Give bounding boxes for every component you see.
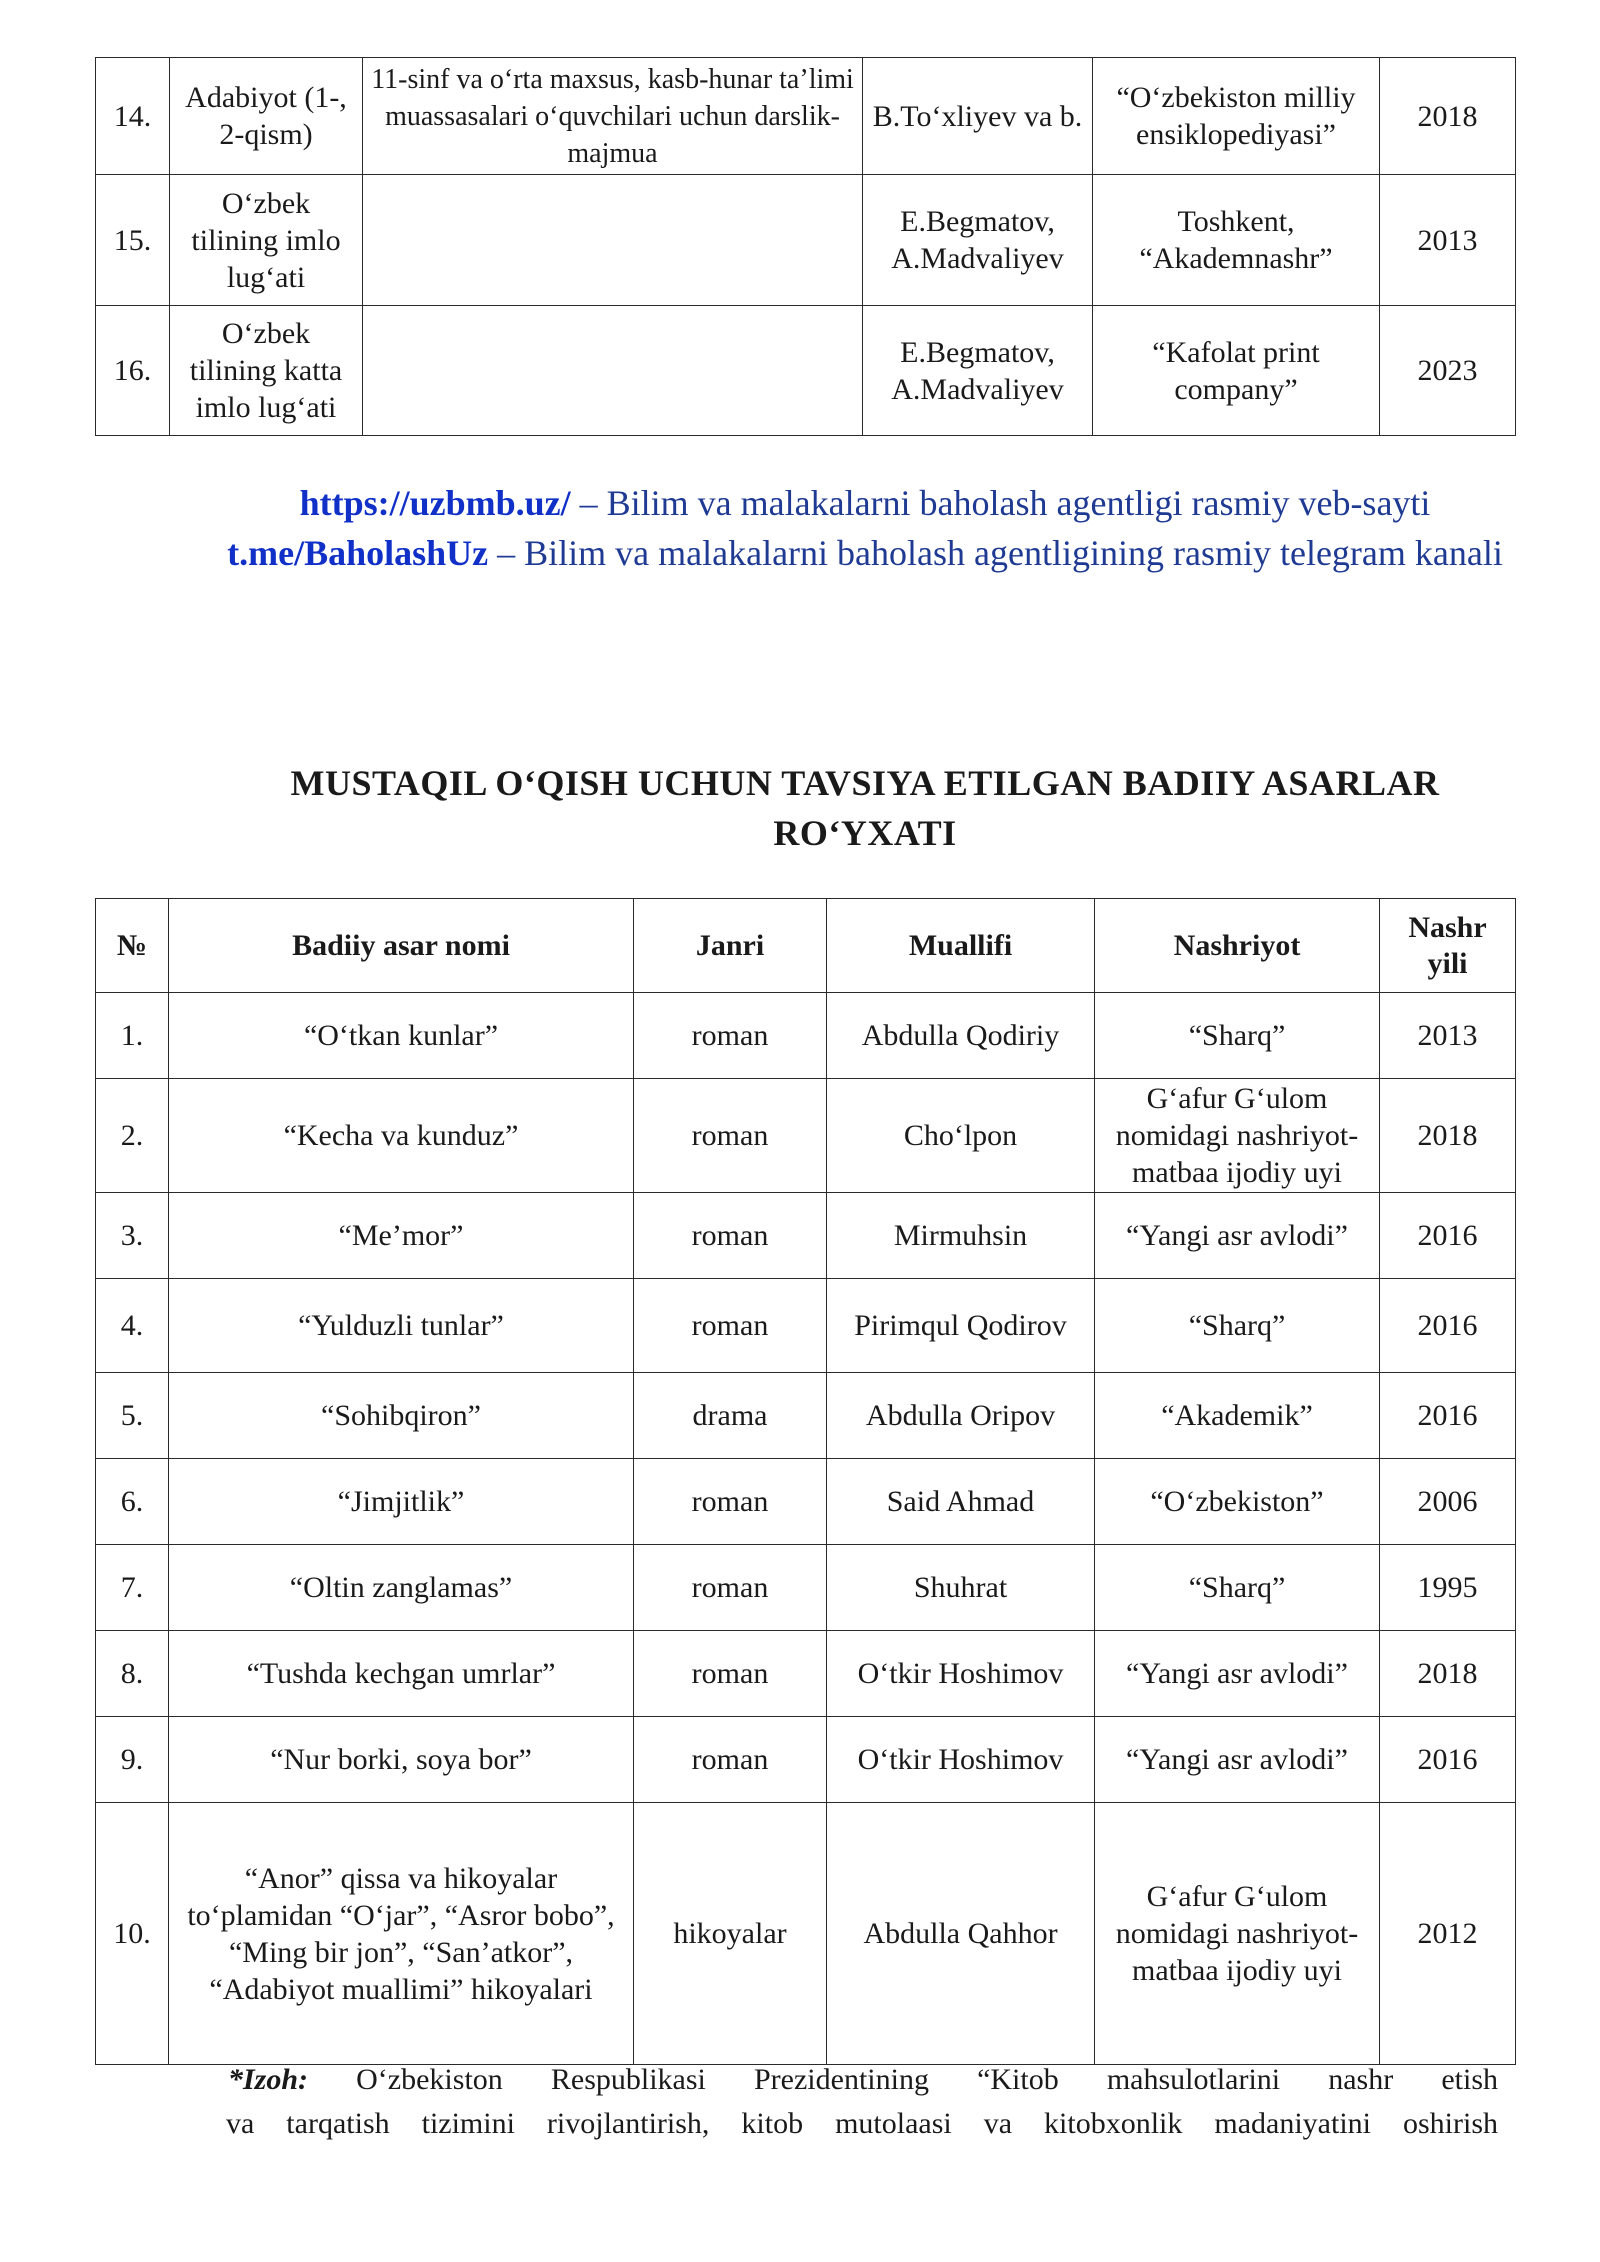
book-author: O‘tkir Hoshimov: [827, 1631, 1095, 1717]
book-year: 2006: [1380, 1459, 1516, 1545]
telegram-link[interactable]: t.me/BaholashUz: [227, 533, 489, 573]
footnote-line-1: [228, 2058, 1498, 2102]
row-number: 7.: [96, 1545, 169, 1631]
official-links: [160, 478, 1570, 578]
book-author: O‘tkir Hoshimov: [827, 1717, 1095, 1803]
book-author: Pirimqul Qodirov: [827, 1279, 1095, 1373]
footnote: [228, 2058, 1498, 2146]
book-title: O‘zbek tilining imlo lug‘ati: [170, 175, 363, 306]
book-title: O‘zbek tilining katta imlo lug‘ati: [170, 306, 363, 436]
row-number: 1.: [96, 993, 169, 1079]
table-row: [96, 58, 1516, 175]
book-author: E.Begmatov, A.Madvaliyev: [863, 175, 1093, 306]
row-number: 10.: [96, 1803, 169, 2065]
header-title: Badiiy asar nomi: [169, 899, 634, 993]
book-genre: roman: [634, 1631, 827, 1717]
table-row: [96, 1545, 1516, 1631]
book-title: “Kecha va kunduz”: [169, 1079, 634, 1193]
book-genre: roman: [634, 1459, 827, 1545]
book-title: Adabiyot (1-, 2-qism): [170, 58, 363, 175]
row-number: 4.: [96, 1279, 169, 1373]
table-row: [96, 1373, 1516, 1459]
book-publisher: G‘afur G‘ulom nomidagi nashriyot-matbaa ijodiy uyi: [1095, 1079, 1380, 1193]
footnote-line-2: [226, 2102, 1498, 2146]
footnote-text-2: va tarqatish tizimini rivojlantirish, kitob mutolaasi va kitobxonlik madaniyatini oshirish: [226, 2107, 1498, 2140]
book-title: “Yulduzli tunlar”: [169, 1279, 634, 1373]
header-year: Nashr yili: [1380, 899, 1516, 993]
table-row: [96, 1279, 1516, 1373]
table-row: [96, 1631, 1516, 1717]
book-year: 2018: [1380, 1079, 1516, 1193]
book-publisher: “Sharq”: [1095, 1545, 1380, 1631]
book-author: Abdulla Oripov: [827, 1373, 1095, 1459]
book-author: Said Ahmad: [827, 1459, 1095, 1545]
book-publisher: “Yangi asr avlodi”: [1095, 1193, 1380, 1279]
table-row: [96, 1459, 1516, 1545]
row-number: 14.: [96, 58, 170, 175]
book-author: Mirmuhsin: [827, 1193, 1095, 1279]
book-genre: roman: [634, 1079, 827, 1193]
row-number: 6.: [96, 1459, 169, 1545]
book-author: B.To‘xliyev va b.: [863, 58, 1093, 175]
book-genre: roman: [634, 1545, 827, 1631]
book-author: Abdulla Qodiriy: [827, 993, 1095, 1079]
previous-literature-table: [95, 57, 1516, 436]
book-year: 2013: [1380, 993, 1516, 1079]
book-publisher: “Sharq”: [1095, 993, 1380, 1079]
row-number: 9.: [96, 1717, 169, 1803]
telegram-description: – Bilim va malakalarni baholash agentligining rasmiy telegram kanali: [488, 533, 1503, 573]
book-year: 2018: [1380, 1631, 1516, 1717]
book-publisher: “O‘zbekiston”: [1095, 1459, 1380, 1545]
book-year: 2016: [1380, 1373, 1516, 1459]
telegram-line: [160, 528, 1570, 578]
table-header-row: [96, 899, 1516, 993]
book-publisher: “Sharq”: [1095, 1279, 1380, 1373]
table-row: [96, 1803, 1516, 2065]
book-description: [363, 175, 863, 306]
book-year: 1995: [1380, 1545, 1516, 1631]
book-publisher: “Kafolat print company”: [1093, 306, 1380, 436]
header-genre: Janri: [634, 899, 827, 993]
book-year: 2023: [1380, 306, 1516, 436]
book-title: “Anor” qissa va hikoyalar to‘plamidan “O‘jar”, “Asror bobo”, “Ming bir jon”, “San’atkor”, “Adabiyot muallimi” hikoyalari: [169, 1803, 634, 2065]
header-publisher: Nashriyot: [1095, 899, 1380, 993]
book-publisher: Toshkent, “Akademnashr”: [1093, 175, 1380, 306]
book-title: “Tushda kechgan umrlar”: [169, 1631, 634, 1717]
book-title: “Oltin zanglamas”: [169, 1545, 634, 1631]
book-year: 2013: [1380, 175, 1516, 306]
book-author: Cho‘lpon: [827, 1079, 1095, 1193]
book-year: 2012: [1380, 1803, 1516, 2065]
table-row: [96, 306, 1516, 436]
footnote-label: *Izoh:: [228, 2063, 309, 2096]
book-title: “Sohibqiron”: [169, 1373, 634, 1459]
table-row: [96, 1079, 1516, 1193]
book-genre: drama: [634, 1373, 827, 1459]
book-author: Shuhrat: [827, 1545, 1095, 1631]
book-genre: roman: [634, 1717, 827, 1803]
book-description: 11-sinf va o‘rta maxsus, kasb-hunar ta’limi muassasalari o‘quvchilari uchun darslik-majmua: [363, 58, 863, 175]
book-year: 2016: [1380, 1193, 1516, 1279]
book-genre: roman: [634, 1193, 827, 1279]
section-title: MUSTAQIL O‘QISH UCHUN TAVSIYA ETILGAN BADIIY ASARLAR RO‘YXATI: [290, 763, 1440, 853]
book-title: “Jimjitlik”: [169, 1459, 634, 1545]
book-genre: roman: [634, 993, 827, 1079]
book-author: E.Begmatov, A.Madvaliyev: [863, 306, 1093, 436]
row-number: 5.: [96, 1373, 169, 1459]
header-author: Muallifi: [827, 899, 1095, 993]
book-title: “Me’mor”: [169, 1193, 634, 1279]
recommended-books-table: [95, 898, 1516, 2065]
book-publisher: “Akademik”: [1095, 1373, 1380, 1459]
table-row: [96, 993, 1516, 1079]
book-genre: roman: [634, 1279, 827, 1373]
book-year: 2016: [1380, 1717, 1516, 1803]
book-author: Abdulla Qahhor: [827, 1803, 1095, 2065]
header-number: №: [96, 899, 169, 993]
website-description: – Bilim va malakalarni baholash agentligi rasmiy veb-sayti: [570, 483, 1431, 523]
row-number: 16.: [96, 306, 170, 436]
table-row: [96, 1193, 1516, 1279]
row-number: 3.: [96, 1193, 169, 1279]
website-line: [160, 478, 1570, 528]
book-publisher: “Yangi asr avlodi”: [1095, 1631, 1380, 1717]
row-number: 2.: [96, 1079, 169, 1193]
book-year: 2016: [1380, 1279, 1516, 1373]
book-title: “O‘tkan kunlar”: [169, 993, 634, 1079]
book-title: “Nur borki, soya bor”: [169, 1717, 634, 1803]
book-publisher: “O‘zbekiston milliy ensiklopediyasi”: [1093, 58, 1380, 175]
book-publisher: “Yangi asr avlodi”: [1095, 1717, 1380, 1803]
row-number: 15.: [96, 175, 170, 306]
row-number: 8.: [96, 1631, 169, 1717]
footnote-text-1: O‘zbekiston Respublikasi Prezidentining “Kitob mahsulotlarini nashr etish: [308, 2063, 1498, 2096]
book-year: 2018: [1380, 58, 1516, 175]
book-genre: hikoyalar: [634, 1803, 827, 2065]
book-description: [363, 306, 863, 436]
book-publisher: G‘afur G‘ulom nomidagi nashriyot-matbaa ijodiy uyi: [1095, 1803, 1380, 2065]
table-row: [96, 175, 1516, 306]
table-row: [96, 1717, 1516, 1803]
website-link[interactable]: https://uzbmb.uz/: [299, 483, 571, 523]
